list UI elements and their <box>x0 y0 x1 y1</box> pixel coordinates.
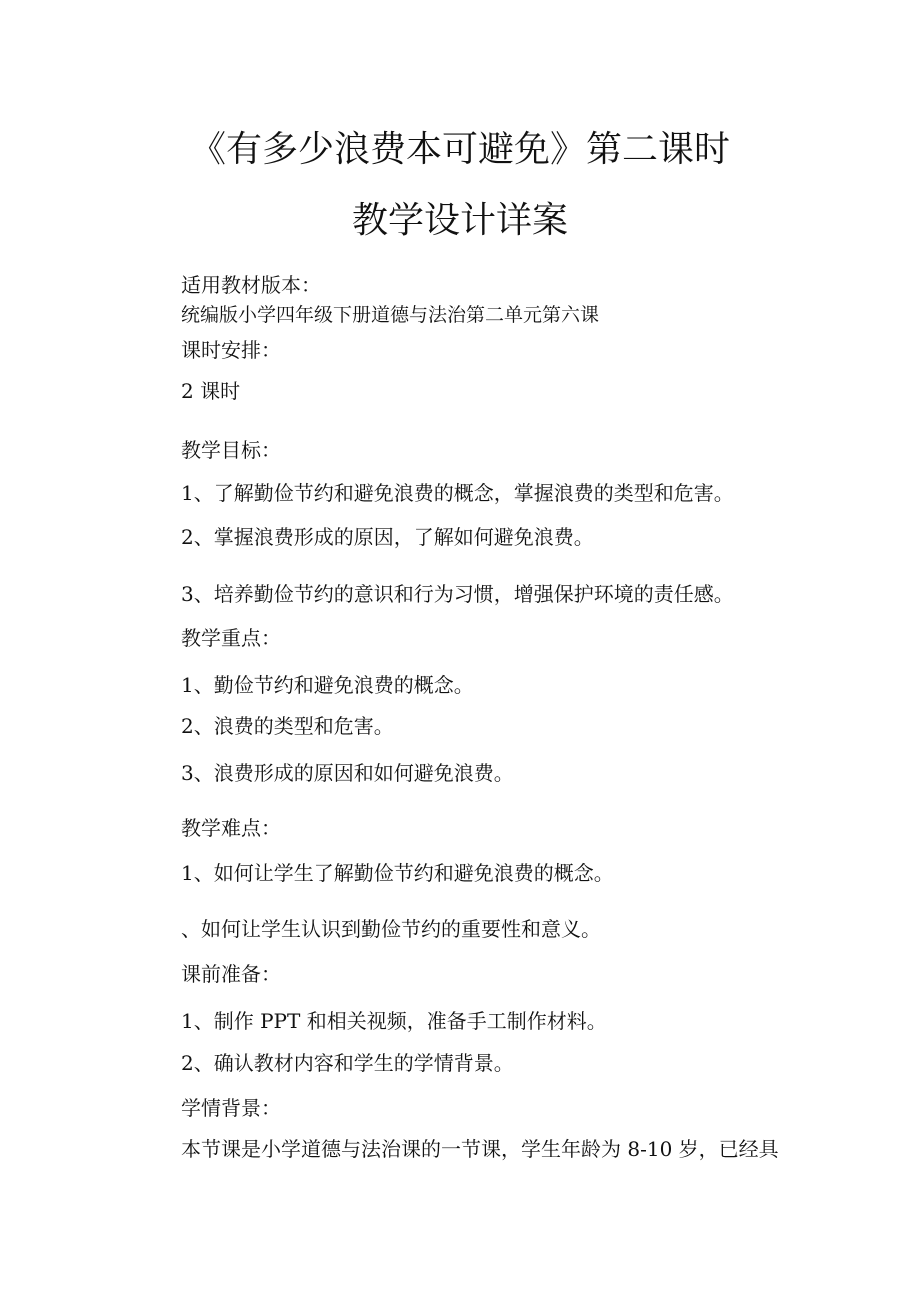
key-points-heading: 教学重点： <box>181 626 281 650</box>
preparation-item: 2、确认教材内容和学生的学情背景。 <box>181 1051 514 1075</box>
textbook-heading: 适用教材版本： <box>181 273 321 297</box>
difficulty-item: 1、如何让学生了解勤俭节约和避免浪费的概念。 <box>181 861 614 885</box>
key-point-item: 1、勤俭节约和避免浪费的概念。 <box>181 673 474 697</box>
schedule-value: 2 课时 <box>181 379 241 403</box>
schedule-heading: 课时安排： <box>181 338 281 362</box>
difficulties-heading: 教学难点： <box>181 816 281 840</box>
objective-item: 3、培养勤俭节约的意识和行为习惯，增强保护环境的责任感。 <box>181 582 734 606</box>
textbook-value: 统编版小学四年级下册道德与法治第二单元第六课 <box>181 304 600 326</box>
preparation-heading: 课前准备： <box>181 962 281 986</box>
preparation-item: 1、制作 PPT 和相关视频，准备手工制作材料。 <box>181 1009 607 1033</box>
background-text: 本节课是小学道德与法治课的一节课，学生年龄为 8-10 岁，已经具 <box>181 1137 779 1161</box>
objective-item: 1、了解勤俭节约和避免浪费的概念，掌握浪费的类型和危害。 <box>181 481 734 505</box>
background-heading: 学情背景： <box>181 1096 281 1120</box>
objective-item: 2、掌握浪费形成的原因，了解如何避免浪费。 <box>181 525 594 549</box>
objectives-heading: 教学目标： <box>181 438 281 462</box>
key-point-item: 2、浪费的类型和危害。 <box>181 714 394 738</box>
difficulty-item: 、如何让学生认识到勤俭节约的重要性和意义。 <box>181 917 601 941</box>
document-title-line-2: 教学设计详案 <box>351 200 568 241</box>
key-point-item: 3、浪费形成的原因和如何避免浪费。 <box>181 761 514 785</box>
document-title-line-1: 《有多少浪费本可避免》第二课时 <box>189 129 730 170</box>
